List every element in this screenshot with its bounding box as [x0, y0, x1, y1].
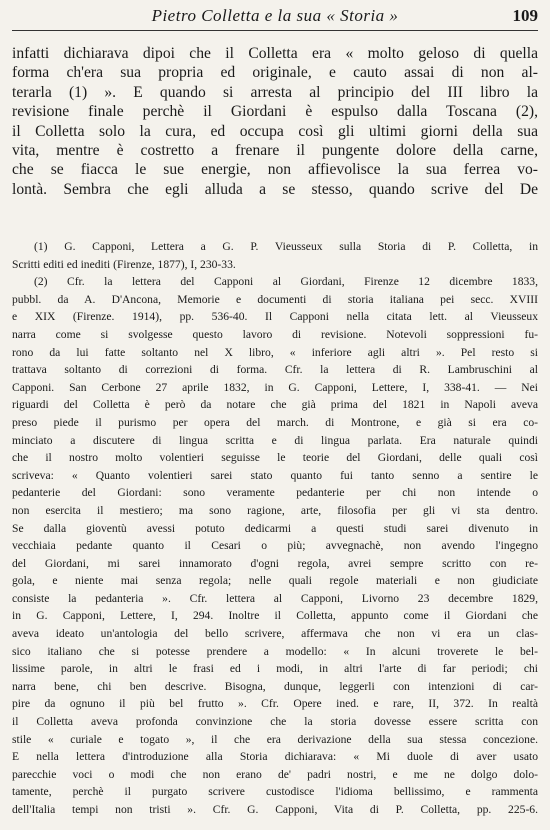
- page-number: 109: [512, 6, 538, 25]
- footnote-line: riguardi del Colletta è però da notare che già prima del 1821 in Napoli aveva: [12, 398, 538, 412]
- footnotes: [12, 238, 538, 819]
- footnote-line: Capponi. San Cerbone 27 aprile 1832, in G. Capponi, Lettere, I, 338-41. — Nei: [12, 380, 538, 394]
- footnote-line: dell'Italia tempi non tristi ». Cfr. G. Capponi, Vita di P. Colletta, pp. 225-6.: [12, 803, 538, 816]
- footnote-line: non esercita il mestiero; ma sono ragione, arte, filosofia per gli vi sta dentro.: [12, 503, 538, 517]
- footnote-line: pire da ognuno il più bel frutto ». Cfr. Opere ined. e rare, II, 372. In realtà: [12, 697, 538, 711]
- text-line: il Colletta solo la cura, ed occupa così gli ultimi giorni della sua: [12, 122, 538, 140]
- footnote-line: minciato a discutere di lingua scritta e di lingua parlata. Era naturale quindi: [12, 433, 538, 447]
- footnote-line: stile « curiale e togato », il che era derivazione della sua stessa concezione.: [12, 732, 538, 746]
- running-title: Pietro Colletta e la sua « Storia »: [151, 6, 399, 25]
- footnote-line: trattava soltanto di correzioni di forma. Cfr. la lettera di R. Lambruschini al: [12, 363, 538, 377]
- footnote-line: pedanterie del Giordani: sono veramente pedanterie per chi non intende o: [12, 486, 538, 500]
- text-line: revisione finale perchè il Giordani è espulso dalla Toscana (2),: [12, 103, 538, 121]
- text-line: lontà. Sembra che egli alluda a se stesso, quando scrive del De: [12, 180, 538, 198]
- footnote-line: del Giordani, mi sarei innamorato d'ogni regola, avrei sempre scritto con re-: [12, 556, 538, 570]
- footnote-line: il Colletta aveva profonda convinzione che la storia dovesse essere scritta con: [12, 715, 538, 729]
- main-text: [12, 44, 538, 199]
- footnote-line: vecchiaia pedante quanto il Cesari o più; avvegnachè, non avendo l'ingegno: [12, 539, 538, 553]
- footnote-line: in G. Capponi, Lettere, I, 294. Inoltre il Colletta, appunto come il Giordani che: [12, 609, 538, 623]
- footnote-line: E nella lettera d'introduzione alla Storia dichiarava: « Mi duole di aver usato: [12, 750, 538, 764]
- footnote-line: (1) G. Capponi, Lettera a G. P. Vieusseux sulla Storia di P. Colletta, in: [34, 240, 538, 253]
- footnote-line: gola, e niente mai senza regola; nelle quali regole materiali e non giudiciate: [12, 574, 538, 588]
- text-line: forma ch'era sua propria ed originale, e cauto assai di non al-: [12, 64, 538, 82]
- footnote-line: sico italiano che si potesse prendere a modello: « In alcuni troverete le bel-: [12, 644, 538, 658]
- footnote-line: rono da lui fatte soltanto nel X libro, « inferiore agli altri ». Pel resto si: [12, 345, 538, 359]
- footnote-line: scriveva: « Quanto volentieri sarei stato quanto fui tanto senno a sentire le: [12, 468, 538, 482]
- footnote-line: consiste la pedanteria ». Cfr. lettera al Capponi, Livorno 23 decembre 1829,: [12, 591, 538, 605]
- text-line: infatti dichiarava dipoi che il Colletta era « molto geloso di quella: [12, 45, 538, 62]
- footnote-line: Se dalla gioventù avessi potuto dedicarmi a questi studi sarei divenuto in: [12, 521, 538, 535]
- footnote-line: che il nostro molto volentieri seguisse le teorie del Giordani, delle quali così: [12, 451, 538, 465]
- footnote-line: preso piede il purismo per opera del march. di Montrone, e già si era co-: [12, 415, 538, 429]
- header-rule: [12, 30, 538, 31]
- footnote-line: narra come si svolgesse questo lavoro di revisione. Notevoli soppressioni fu-: [12, 327, 538, 341]
- text-line: vita, mentre è costretto a frenare il pungente dolore della carne,: [12, 142, 538, 160]
- page-header: [12, 6, 538, 32]
- text-line: che se fiacca le sue energie, non affievolisce la sua ferrea vo-: [12, 161, 538, 179]
- footnote-line: pubbl. da A. D'Ancona, Memorie e documenti di storia italiana pei secc. XVIII: [12, 292, 538, 306]
- footnote-line: lissime parole, in altri le frasi ed i modi, in altri l'arte di far periodi; chi: [12, 662, 538, 676]
- footnote-line: tamente, perchè il purgato scrivere custodisce l'idioma bellissimo, e rammenta: [12, 785, 538, 799]
- footnote-line: (2) Cfr. la lettera del Capponi al Giordani, Firenze 12 dicembre 1833,: [34, 275, 538, 289]
- footnote-line: narra bene, chi ben descrive. Bisogna, dunque, leggerli con intenzioni di car-: [12, 679, 538, 693]
- footnote-line: Scritti editi ed inediti (Firenze, 1877), I, 230-33.: [12, 257, 236, 271]
- footnote-line: parecchie voci o modi che non erano de' padri nostri, e me ne dolgo dolo-: [12, 767, 538, 781]
- footnote-line: e XIX (Firenze. 1914), pp. 536-40. Il Capponi nella citata lett. al Vieusseux: [12, 310, 538, 324]
- text-line: terarla (1) ». E quando si arresta al principio del III libro la: [12, 83, 538, 101]
- footnote-line: aveva ideato un'antologia del bello scrivere, affermava che non vi era un clas-: [12, 627, 538, 641]
